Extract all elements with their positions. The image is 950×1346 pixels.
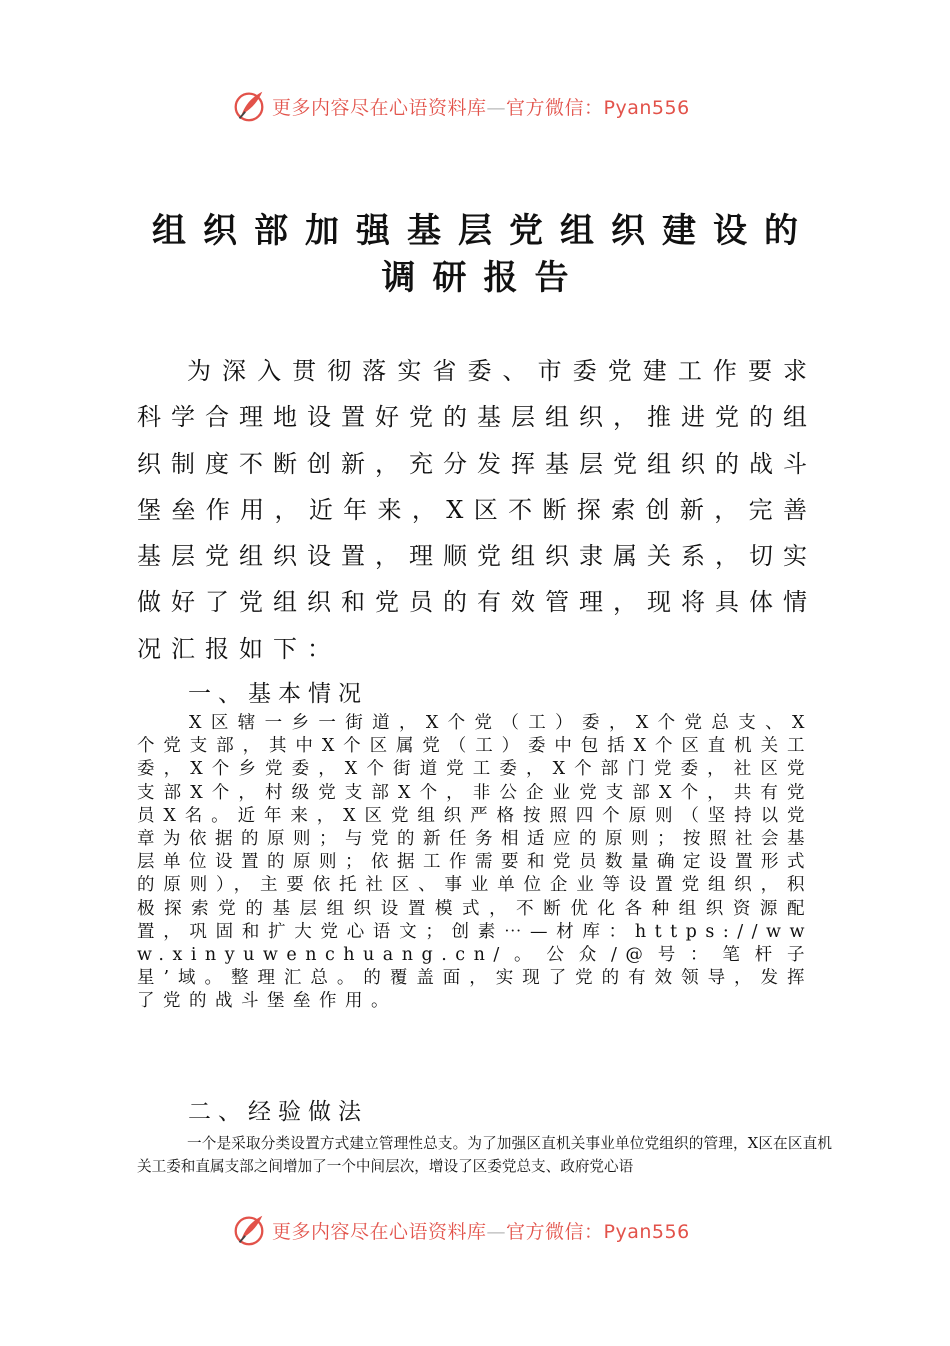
watermark-wechat-id: Pyan556 — [603, 96, 690, 119]
watermark-site-name: 更多内容尽在心语资料库 — [272, 1220, 487, 1243]
watermark-wechat-label: 官方微信： — [506, 96, 604, 119]
section-2-heading: 二、经验做法 — [188, 1099, 368, 1125]
section-1-heading: 一、基本情况 — [188, 681, 368, 707]
intro-paragraph: 为深入贯彻落实省委、市委党建工作要求科学合理地设置好党的基层组织，推进党的组织制度不断创新，充分发挥基层党组织的战斗堡垒作用，近年来，X区不断探索创新，完善基层党组织设置，理顺党组织隶属关系，切实做好了党组织和党员的有效管理，现将具体情况汇报如下： — [137, 357, 817, 663]
watermark-banner-top — [230, 86, 750, 126]
watermark-wechat-label: 官方微信： — [506, 1220, 604, 1243]
quill-logo-icon — [230, 87, 268, 125]
watermark-text — [272, 1217, 690, 1244]
watermark-wechat-id: Pyan556 — [603, 1220, 690, 1243]
watermark-banner-bottom — [230, 1210, 750, 1250]
watermark-site-name: 更多内容尽在心语资料库 — [272, 96, 487, 119]
section-2-body: 一个是采取分类设置方式建立管理性总支。为了加强区直机关事业单位党组织的管理，X区在区直机关工委和直属支部之间增加了一个中间层次，增设了区委党总支、政府党心语 — [137, 1135, 832, 1175]
watermark-dash: — — [486, 1220, 507, 1243]
document-title-line-2: 调研报告 — [381, 258, 586, 298]
quill-logo-icon — [230, 1211, 268, 1249]
document-title-line-1: 组织部加强基层党组织建设的 — [152, 211, 815, 251]
watermark-text — [272, 93, 690, 120]
watermark-dash: — — [486, 96, 507, 119]
section-1-body: X区辖一乡一街道，X个党（工）委，X个党总支、X个党支部，其中X个区属党（工）委中包括X个区直机关工委，X个乡党委，X个街道党工委，X个部门党委，社区党支部X个，村级党支部X个，非公企业党支部X个，共有党员X名。近年来，X区党组织严格按照四个原则（坚持以党章为依据的原则；与党的新任务相适应的原则；按照社会基层单位设置的原则；依据工作需要和党员数量确定设置形式的原则），主要依托社区、事业单位企业等设置党组织，积极探索党的基层组织设置模式，不断优化各种组织资源配置，巩固和扩大党心语文；创素⋯—材库：https://www.xinyuwenchuang.cn/。公众/@号：笔杆子星’域。整理汇总。的覆盖面，实现了党的有效领导，发挥了党的战斗堡垒作用。 — [137, 713, 813, 1012]
